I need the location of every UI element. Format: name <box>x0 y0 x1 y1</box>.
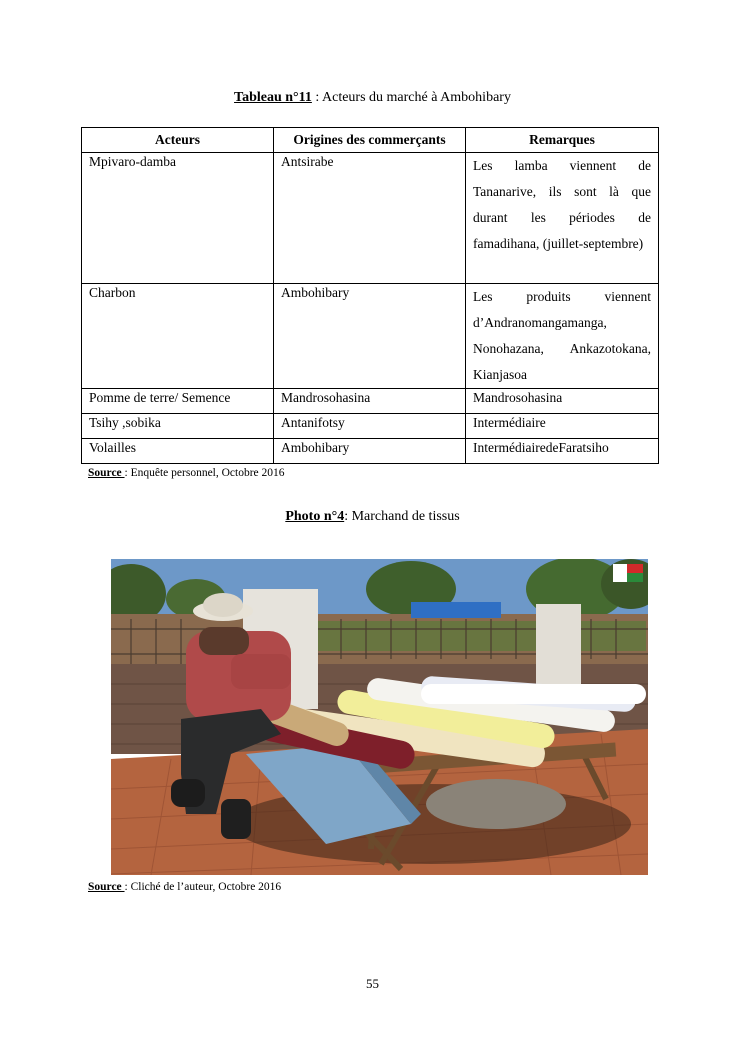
cell-remarque: Mandrosohasina <box>466 389 659 414</box>
cell-origine: Ambohibary <box>274 439 466 464</box>
table-row <box>82 439 659 464</box>
header-acteurs: Acteurs <box>82 128 274 153</box>
photo-caption-text: : Marchand de tissus <box>344 509 460 524</box>
page-number: 55 <box>366 976 379 991</box>
cell-acteur: Mpivaro-damba <box>82 153 274 284</box>
header-remarques: Remarques <box>466 128 659 153</box>
cell-remarque: Les lamba viennent de Tananarive, ils sont là que durant les périodes de famadihana, (juillet-septembre) <box>466 153 659 284</box>
cell-origine: Antsirabe <box>274 153 466 284</box>
cell-acteur: Tsihy ,sobika <box>82 414 274 439</box>
cell-acteur: Pomme de terre/ Semence <box>82 389 274 414</box>
photo-source <box>88 881 281 893</box>
table-caption <box>0 90 745 106</box>
table-row <box>82 389 659 414</box>
table-source-label: Source <box>88 467 125 479</box>
table-row <box>82 153 659 284</box>
photo-caption-label: Photo n°4 <box>285 509 345 524</box>
cell-remarque: Les produits viennent d’Andranomangamanga, Nonohazana, Ankazotokana, Kianjasoa <box>466 284 659 389</box>
market-vendor-photo <box>111 559 648 875</box>
cell-remarque: Intermédiaire <box>466 414 659 439</box>
table-source <box>88 467 285 479</box>
table-caption-label: Tableau n°11 <box>234 90 312 105</box>
cell-acteur: Charbon <box>82 284 274 389</box>
photo-source-label: Source <box>88 881 125 893</box>
cell-origine: Antanifotsy <box>274 414 466 439</box>
cell-origine: Mandrosohasina <box>274 389 466 414</box>
table-caption-text: : Acteurs du marché à Ambohibary <box>311 90 511 105</box>
table-header-row <box>82 128 659 153</box>
cell-remarque: IntermédiairedeFaratsiho <box>466 439 659 464</box>
table-row <box>82 414 659 439</box>
photo-caption <box>0 509 745 525</box>
cell-origine: Ambohibary <box>274 284 466 389</box>
photo-source-text: : Cliché de l’auteur, Octobre 2016 <box>124 881 282 893</box>
table-row <box>82 284 659 389</box>
cell-acteur: Volailles <box>82 439 274 464</box>
actors-table <box>81 127 659 464</box>
header-origines: Origines des commerçants <box>274 128 466 153</box>
table-source-text: : Enquête personnel, Octobre 2016 <box>124 467 285 479</box>
